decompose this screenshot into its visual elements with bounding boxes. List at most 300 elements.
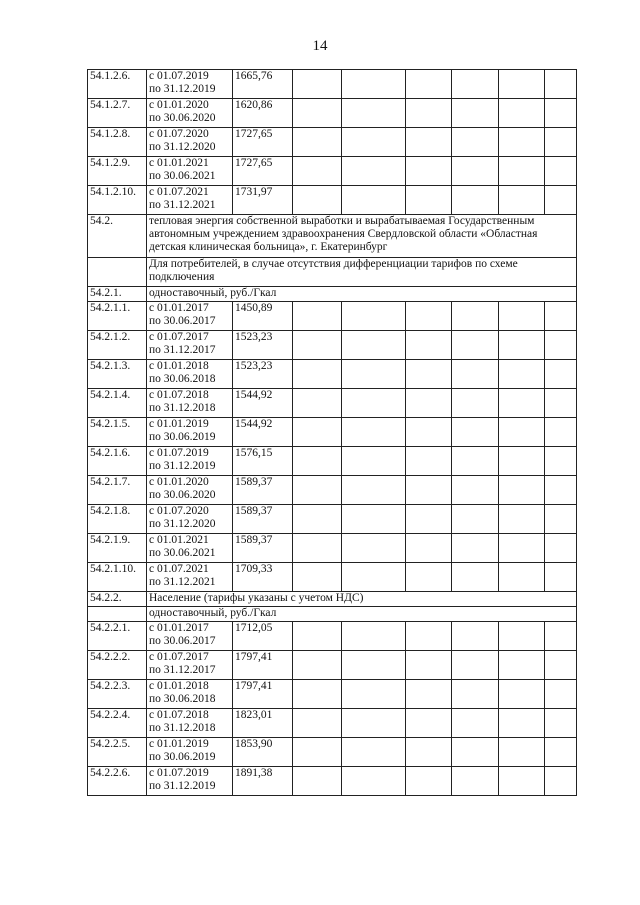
empty-cell [406,302,452,331]
empty-cell [545,534,577,563]
period-cell [147,331,233,360]
table-row [88,287,577,302]
tariff-value-cell [233,99,293,128]
table-row [88,128,577,157]
tariff-value: 1797,41 [235,680,273,692]
empty-cell [452,99,499,128]
tariff-value: 1727,65 [235,157,273,169]
empty-cell [293,563,342,592]
period-to: по 30.06.2017 [149,315,216,327]
row-number: 54.1.2.6. [90,70,131,82]
period-from: с 01.01.2021 [149,157,209,169]
empty-cell [452,418,499,447]
empty-cell [342,418,406,447]
period-to: по 31.12.2019 [149,83,216,95]
row-number: 54.2.1.10. [90,563,136,575]
period-from: с 01.01.2019 [149,418,209,430]
row-number-cell [88,258,147,287]
row-number-cell [88,738,147,767]
period-from: с 01.07.2020 [149,505,209,517]
empty-cell [342,534,406,563]
tariff-value: 1523,23 [235,360,273,372]
empty-cell [545,651,577,680]
empty-cell [293,738,342,767]
empty-cell [406,418,452,447]
tariff-value-cell [233,476,293,505]
period-from: с 01.01.2020 [149,99,209,111]
section-label-cell [147,287,577,302]
period-from: с 01.07.2019 [149,70,209,82]
row-number-cell [88,302,147,331]
tariff-table [87,69,577,796]
empty-cell [406,680,452,709]
section-label: одноставочный, руб./Гкал [149,287,277,299]
section-label-cell [147,607,577,622]
empty-cell [406,447,452,476]
empty-cell [499,99,545,128]
table-row [88,680,577,709]
empty-cell [499,476,545,505]
period-from: с 01.01.2019 [149,738,209,750]
tariff-value: 1576,15 [235,447,273,459]
tariff-value-cell [233,157,293,186]
empty-cell [545,476,577,505]
tariff-value: 1823,01 [235,709,273,721]
empty-cell [545,680,577,709]
empty-cell [293,70,342,99]
empty-cell [406,767,452,796]
empty-cell [545,418,577,447]
empty-cell [293,476,342,505]
empty-cell [406,651,452,680]
period-cell [147,738,233,767]
empty-cell [545,622,577,651]
period-to: по 30.06.2020 [149,489,216,501]
row-number-cell [88,680,147,709]
empty-cell [406,157,452,186]
empty-cell [452,186,499,215]
row-number-cell [88,215,147,258]
section-description: тепловая энергия собственной выработки и вырабатываемая Государственным автономным учреждением здравоохранения Свердловской области «Областная детская клиническая больница», г. Екатеринбург [149,215,538,253]
empty-cell [499,360,545,389]
table-row [88,157,577,186]
section-label: Население (тарифы указаны с учетом НДС) [149,592,364,604]
period-from: с 01.07.2019 [149,447,209,459]
tariff-value: 1797,41 [235,651,273,663]
empty-cell [293,331,342,360]
empty-cell [545,302,577,331]
row-number: 54.2.2.3. [90,680,131,692]
empty-cell [406,476,452,505]
empty-cell [452,505,499,534]
row-number-cell [88,651,147,680]
empty-cell [342,186,406,215]
empty-cell [342,505,406,534]
empty-cell [499,622,545,651]
tariff-value: 1589,37 [235,505,273,517]
period-cell [147,476,233,505]
empty-cell [499,651,545,680]
empty-cell [499,563,545,592]
empty-cell [499,534,545,563]
table-row [88,709,577,738]
tariff-value-cell [233,128,293,157]
tariff-value: 1544,92 [235,418,273,430]
period-from: с 01.07.2018 [149,709,209,721]
empty-cell [342,157,406,186]
period-to: по 31.12.2019 [149,460,216,472]
empty-cell [545,709,577,738]
period-from: с 01.01.2021 [149,534,209,546]
row-number-cell [88,592,147,607]
row-number-cell [88,505,147,534]
tariff-value-cell [233,447,293,476]
period-cell [147,534,233,563]
empty-cell [406,70,452,99]
empty-cell [406,99,452,128]
tariff-value: 1853,90 [235,738,273,750]
row-number-cell [88,767,147,796]
empty-cell [342,709,406,738]
empty-cell [293,534,342,563]
period-to: по 31.12.2018 [149,722,216,734]
tariff-value-cell [233,651,293,680]
table-row [88,215,577,258]
period-cell [147,505,233,534]
empty-cell [452,157,499,186]
section-label-cell [147,592,577,607]
empty-cell [452,622,499,651]
period-from: с 01.07.2021 [149,563,209,575]
tariff-value-cell [233,360,293,389]
row-number: 54.2.1.5. [90,418,131,430]
table-row [88,738,577,767]
tariff-value-cell [233,70,293,99]
empty-cell [406,738,452,767]
period-to: по 31.12.2018 [149,402,216,414]
period-cell [147,447,233,476]
tariff-value: 1727,65 [235,128,273,140]
row-number-cell [88,360,147,389]
period-from: с 01.01.2020 [149,476,209,488]
section-description-cell [147,258,577,287]
tariff-value-cell [233,418,293,447]
period-to: по 31.12.2017 [149,344,216,356]
empty-cell [293,418,342,447]
period-to: по 31.12.2020 [149,141,216,153]
empty-cell [342,680,406,709]
section-description-cell [147,215,577,258]
table-row [88,592,577,607]
period-from: с 01.01.2018 [149,680,209,692]
row-number: 54.2.2.4. [90,709,131,721]
period-to: по 30.06.2019 [149,751,216,763]
empty-cell [406,534,452,563]
empty-cell [545,186,577,215]
period-from: с 01.07.2020 [149,128,209,140]
empty-cell [293,186,342,215]
period-cell [147,302,233,331]
empty-cell [342,447,406,476]
empty-cell [452,767,499,796]
empty-cell [293,157,342,186]
table-row [88,302,577,331]
empty-cell [499,186,545,215]
table-row [88,651,577,680]
table-row [88,447,577,476]
empty-cell [452,534,499,563]
tariff-value-cell [233,534,293,563]
row-number: 54.2.1.6. [90,447,131,459]
empty-cell [342,476,406,505]
table-row [88,476,577,505]
empty-cell [342,99,406,128]
tariff-value: 1523,23 [235,331,273,343]
empty-cell [406,505,452,534]
period-from: с 01.07.2017 [149,331,209,343]
empty-cell [342,767,406,796]
tariff-value-cell [233,709,293,738]
tariff-value-cell [233,389,293,418]
table-row [88,563,577,592]
tariff-value: 1891,38 [235,767,273,779]
empty-cell [406,622,452,651]
empty-cell [545,360,577,389]
tariff-value-cell [233,767,293,796]
table-row [88,418,577,447]
row-number-cell [88,476,147,505]
empty-cell [545,157,577,186]
empty-cell [499,767,545,796]
row-number-cell [88,157,147,186]
empty-cell [545,447,577,476]
empty-cell [293,360,342,389]
tariff-value-cell [233,331,293,360]
period-cell [147,128,233,157]
period-cell [147,651,233,680]
empty-cell [452,70,499,99]
row-number: 54.2.2.6. [90,767,131,779]
period-to: по 30.06.2018 [149,373,216,385]
row-number: 54.1.2.7. [90,99,131,111]
empty-cell [293,302,342,331]
empty-cell [452,128,499,157]
row-number-cell [88,128,147,157]
row-number: 54.2.1.9. [90,534,131,546]
empty-cell [293,505,342,534]
empty-cell [342,738,406,767]
period-cell [147,157,233,186]
period-cell [147,360,233,389]
period-cell [147,563,233,592]
empty-cell [545,563,577,592]
section-description: Для потребителей, в случае отсутствия дифференциации тарифов по схеме подключения [149,258,518,283]
row-number: 54.2.2.5. [90,738,131,750]
row-number-cell [88,331,147,360]
empty-cell [452,680,499,709]
period-from: с 01.07.2021 [149,186,209,198]
empty-cell [293,622,342,651]
row-number-cell [88,607,147,622]
period-from: с 01.07.2018 [149,389,209,401]
tariff-value-cell [233,738,293,767]
period-to: по 30.06.2018 [149,693,216,705]
row-number-cell [88,709,147,738]
empty-cell [452,447,499,476]
empty-cell [545,70,577,99]
period-from: с 01.01.2018 [149,360,209,372]
period-cell [147,622,233,651]
empty-cell [452,476,499,505]
row-number: 54.2.2.1. [90,622,131,634]
row-number-cell [88,534,147,563]
table-row [88,607,577,622]
empty-cell [293,128,342,157]
table-row [88,360,577,389]
period-cell [147,767,233,796]
empty-cell [545,389,577,418]
period-to: по 30.06.2020 [149,112,216,124]
empty-cell [545,505,577,534]
empty-cell [342,389,406,418]
empty-cell [406,186,452,215]
empty-cell [293,389,342,418]
table-row [88,99,577,128]
empty-cell [342,563,406,592]
page-number: 14 [312,38,328,54]
period-to: по 31.12.2021 [149,576,216,588]
empty-cell [499,738,545,767]
table-row [88,534,577,563]
empty-cell [342,622,406,651]
period-to: по 30.06.2021 [149,170,216,182]
period-cell [147,709,233,738]
row-number-cell [88,287,147,302]
empty-cell [342,70,406,99]
empty-cell [452,360,499,389]
empty-cell [499,418,545,447]
row-number: 54.2. [90,215,113,227]
tariff-value-cell [233,622,293,651]
period-from: с 01.07.2017 [149,651,209,663]
tariff-value: 1665,76 [235,70,273,82]
empty-cell [342,360,406,389]
empty-cell [293,767,342,796]
table-row [88,622,577,651]
empty-cell [545,738,577,767]
row-number-cell [88,186,147,215]
empty-cell [342,302,406,331]
period-to: по 30.06.2017 [149,635,216,647]
empty-cell [545,128,577,157]
empty-cell [293,651,342,680]
row-number-cell [88,447,147,476]
empty-cell [342,651,406,680]
row-number: 54.2.1.4. [90,389,131,401]
empty-cell [499,302,545,331]
empty-cell [406,331,452,360]
row-number: 54.2.1.3. [90,360,131,372]
tariff-value: 1712,05 [235,622,273,634]
empty-cell [499,70,545,99]
empty-cell [452,302,499,331]
tariff-value: 1731,97 [235,186,273,198]
period-to: по 30.06.2021 [149,547,216,559]
row-number-cell [88,418,147,447]
period-to: по 31.12.2017 [149,664,216,676]
empty-cell [499,447,545,476]
table-row [88,258,577,287]
empty-cell [293,680,342,709]
tariff-value: 1544,92 [235,389,273,401]
empty-cell [545,767,577,796]
empty-cell [406,360,452,389]
row-number: 54.2.1.7. [90,476,131,488]
period-to: по 31.12.2020 [149,518,216,530]
section-label: одноставочный, руб./Гкал [149,607,277,619]
empty-cell [499,505,545,534]
row-number: 54.1.2.10. [90,186,136,198]
empty-cell [293,99,342,128]
row-number: 54.2.1.8. [90,505,131,517]
tariff-value: 1709,33 [235,563,273,575]
table-row [88,767,577,796]
empty-cell [406,563,452,592]
period-to: по 30.06.2019 [149,431,216,443]
row-number: 54.2.2. [90,592,122,604]
period-cell [147,99,233,128]
period-to: по 31.12.2019 [149,780,216,792]
tariff-value: 1589,37 [235,476,273,488]
period-from: с 01.01.2017 [149,302,209,314]
empty-cell [499,331,545,360]
row-number: 54.2.1.1. [90,302,131,314]
tariff-value: 1450,89 [235,302,273,314]
row-number-cell [88,389,147,418]
tariff-value: 1589,37 [235,534,273,546]
table-row [88,505,577,534]
empty-cell [499,389,545,418]
empty-cell [342,331,406,360]
tariff-value-cell [233,563,293,592]
row-number: 54.1.2.9. [90,157,131,169]
period-cell [147,680,233,709]
empty-cell [452,563,499,592]
tariff-value-cell [233,186,293,215]
row-number-cell [88,99,147,128]
tariff-value-cell [233,505,293,534]
row-number-cell [88,70,147,99]
table-row [88,186,577,215]
table-row [88,70,577,99]
row-number: 54.2.2.2. [90,651,131,663]
table-row [88,331,577,360]
empty-cell [406,128,452,157]
empty-cell [293,709,342,738]
row-number-cell [88,622,147,651]
tariff-value: 1620,86 [235,99,273,111]
empty-cell [452,738,499,767]
period-cell [147,186,233,215]
period-cell [147,418,233,447]
row-number: 54.1.2.8. [90,128,131,140]
empty-cell [499,157,545,186]
period-cell [147,70,233,99]
empty-cell [452,389,499,418]
period-to: по 31.12.2021 [149,199,216,211]
period-from: с 01.07.2019 [149,767,209,779]
period-cell [147,389,233,418]
